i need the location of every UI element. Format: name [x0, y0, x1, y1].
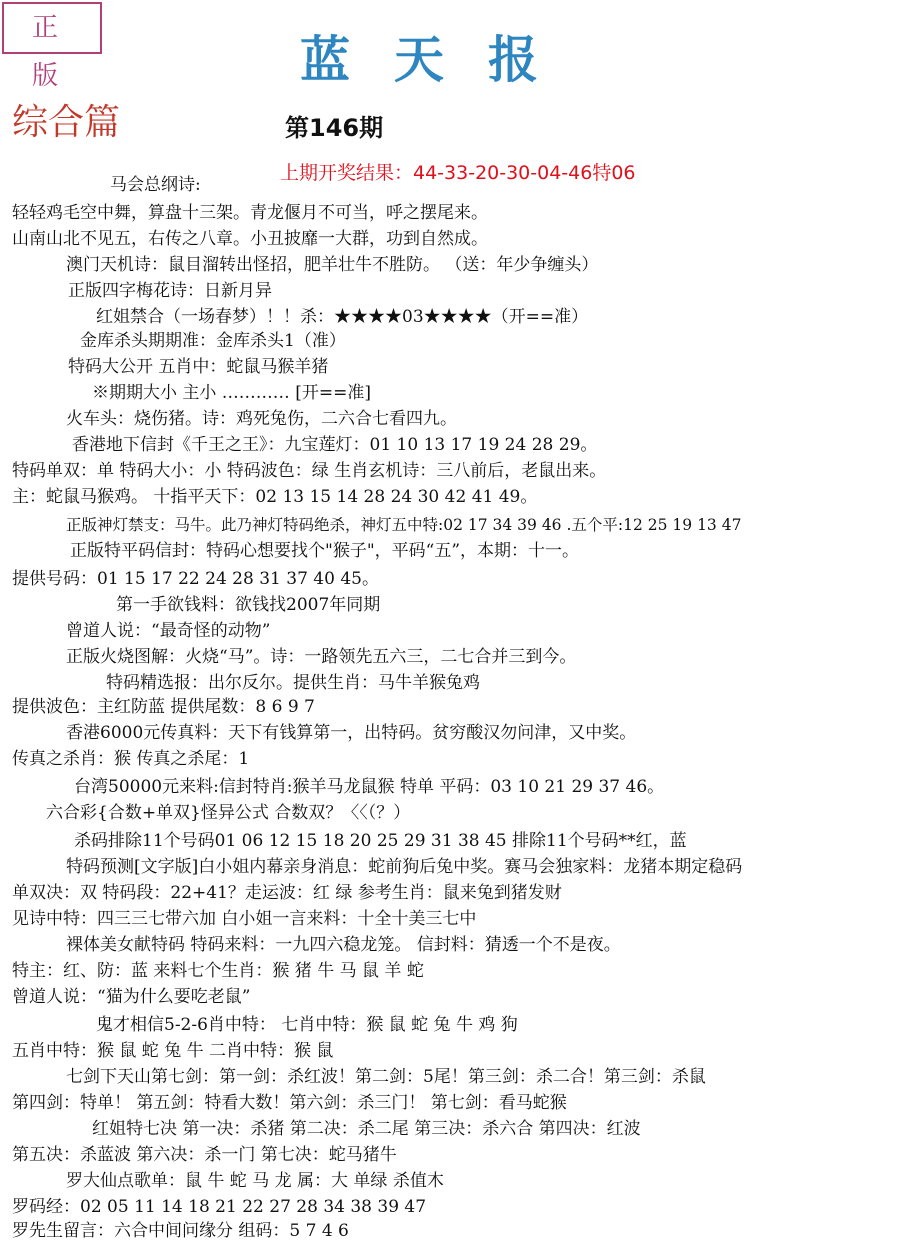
text-line: 六合彩{合数+单双}怪异公式 合数双？〈〈（？）	[46, 803, 411, 823]
text-line: 正版四字梅花诗：日新月异	[68, 281, 272, 301]
text-line: 特码大公开 五肖中：蛇鼠马猴羊猪	[68, 357, 329, 377]
text-line: 提供号码：01 15 17 22 24 28 31 37 40 45。	[12, 569, 379, 589]
text-line: 杀码排除11个号码01 06 12 15 18 20 25 29 31 38 45 排除11个号码**红，蓝	[74, 831, 687, 851]
text-line: 曾道人说：“猫为什么要吃老鼠”	[12, 987, 251, 1007]
text-line: 香港地下信封《千王之王》：九宝莲灯：01 10 13 17 19 24 28 29。	[72, 435, 598, 455]
authentic-stamp: 正 版	[2, 2, 102, 54]
text-line: 裸体美女献特码 特码来料：一九四六稳龙笼。 信封料：猜透一个不是夜。	[66, 935, 621, 955]
text-line: 第五决：杀蓝波 第六决：杀一门 第七决：蛇马猪牛	[12, 1145, 397, 1165]
text-line: 主：蛇鼠马猴鸡。 十指平天下：02 13 15 14 28 24 30 42 41 49。	[12, 487, 538, 507]
text-line: 鬼才相信5-2-6肖中特： 七肖中特：猴 鼠 蛇 兔 牛 鸡 狗	[96, 1015, 518, 1035]
text-line: 火车头：烧伤猪。诗：鸡死兔伤，二六合七看四九。	[66, 409, 457, 429]
text-line: 台湾50000元来料:信封特肖:猴羊马龙鼠猴 特单 平码：03 10 21 29 37 46。	[74, 777, 665, 797]
text-line: 正版火烧图解：火烧“马”。诗：一路领先五六三，二七合并三到今。	[66, 647, 577, 667]
issue-number: 第146期	[285, 114, 384, 142]
text-line: 山南山北不见五，右传之八章。小丑披靡一大群，功到自然成。	[12, 229, 488, 249]
text-line: 特码预测[文字版]白小姐内幕亲身消息：蛇前狗后兔中奖。赛马会独家料：龙猪本期定稳码	[66, 857, 743, 877]
masthead-title: 蓝天报	[300, 30, 582, 89]
text-line: 特码精选报：出尔反尔。提供生肖：马牛羊猴兔鸡	[106, 673, 480, 693]
last-draw-result: 上期开奖结果：44-33-20-30-04-46特06	[280, 162, 636, 184]
text-line: 单双决：双 特码段：22+41？走运波：红 绿 参考生肖：鼠来兔到猪发财	[12, 883, 562, 903]
text-line: 见诗中特：四三三七带六加 白小姐一言来料：十全十美三七中	[12, 909, 477, 929]
text-line: 第一手欲钱料：欲钱找2007年同期	[116, 595, 381, 615]
text-line: 罗先生留言：六合中间问缘分 组码：5 7 4 6	[12, 1221, 349, 1241]
text-line: 马会总纲诗:	[110, 175, 201, 195]
section-title: 综合篇	[12, 102, 121, 143]
text-line: 金库杀头期期准：金库杀头1（准）	[80, 331, 346, 351]
text-line: 红姐禁合（一场春梦）！！杀：★★★★03★★★★（开==准）	[96, 307, 589, 327]
text-line: 罗大仙点歌单：鼠 牛 蛇 马 龙 属：大 单绿 杀值木	[66, 1171, 444, 1191]
text-line: 特主：红、防：蓝 来料七个生肖：猴 猪 牛 马 鼠 羊 蛇	[12, 961, 424, 981]
text-line: 曾道人说：“最奇怪的动物”	[66, 621, 271, 641]
text-line: 五肖中特：猴 鼠 蛇 兔 牛 二肖中特：猴 鼠	[12, 1041, 334, 1061]
text-line: 第四剑：特单！ 第五剑：特看大数！第六剑：杀三门！ 第七剑：看马蛇猴	[12, 1093, 567, 1113]
text-line: 香港6000元传真料：天下有钱算第一，出特码。贫穷酸汉勿问津，又中奖。	[66, 723, 637, 743]
text-line: 轻轻鸡毛空中舞，算盘十三架。青龙偃月不可当，呼之摆尾来。	[12, 203, 488, 223]
text-line: 正版神灯禁支：马牛。此乃神灯特码绝杀，神灯五中特:02 17 34 39 46 .五个平:12 25 19 13 47	[66, 516, 742, 534]
text-line: 七剑下天山第七剑：第一剑：杀红波！第二剑：5尾！第三剑：杀二合！第三剑：杀鼠	[66, 1067, 706, 1087]
text-line: 提供波色：主红防蓝 提供尾数：8 6 9 7	[12, 697, 315, 717]
text-line: 罗码经：02 05 11 14 18 21 22 27 28 34 38 39 47	[12, 1197, 427, 1217]
text-line: 红姐特七决 第一决：杀猪 第二决：杀二尾 第三决：杀六合 第四决：红波	[92, 1119, 641, 1139]
text-line: 正版特平码信封：特码心想要找个"猴子"，平码“五”，本期：十一。	[70, 541, 580, 561]
text-line: 特码单双：单 特码大小：小 特码波色：绿 生肖玄机诗：三八前后，老鼠出来。	[12, 461, 607, 481]
text-line: 澳门天机诗：鼠目溜转出怪招，肥羊壮牛不胜防。 （送：年少争缠头）	[66, 255, 599, 275]
text-line: 传真之杀肖：猴 传真之杀尾：1	[12, 749, 250, 769]
text-line: ※期期大小 主小 ………… [开==准]	[92, 383, 371, 403]
